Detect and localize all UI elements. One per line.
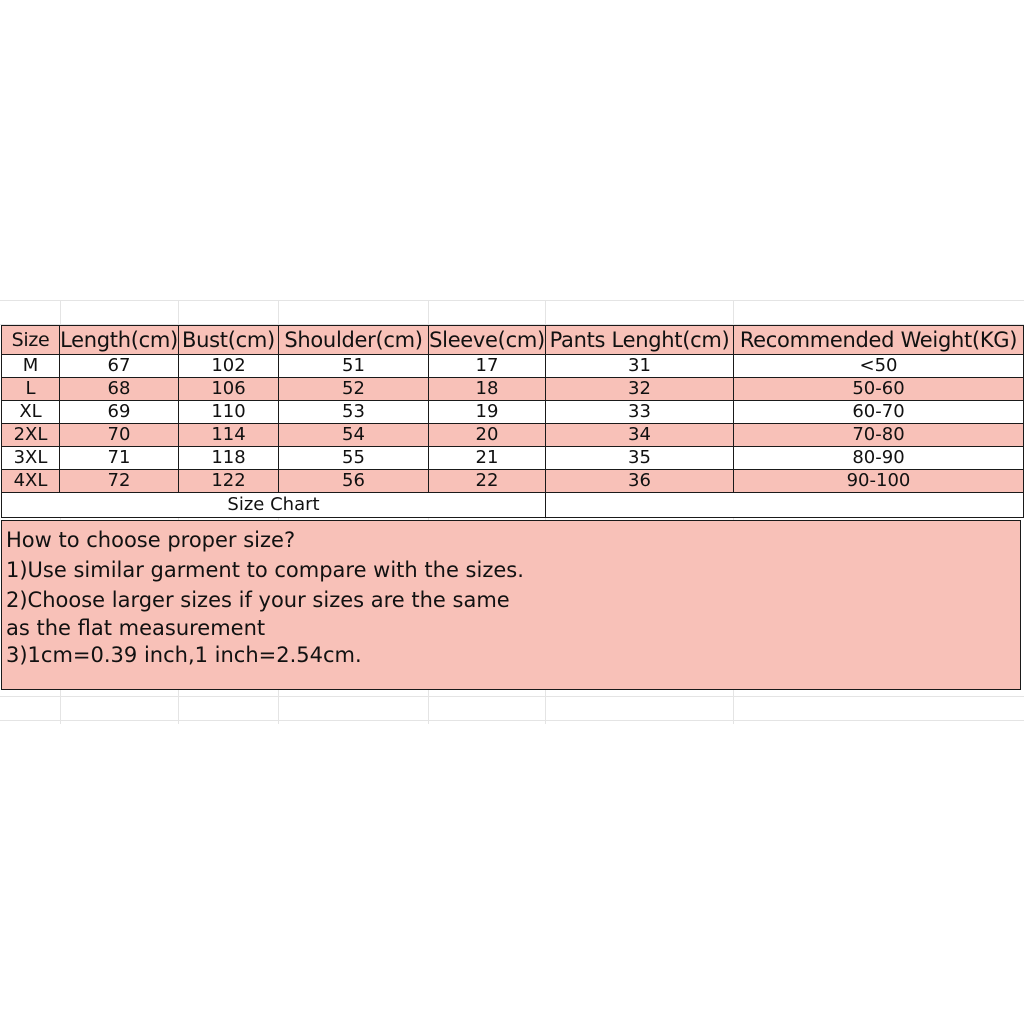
guide-heading: How to choose proper size?	[6, 528, 296, 552]
table-row	[2, 378, 1024, 401]
table-cell: 36	[546, 470, 734, 493]
table-cell: M	[2, 355, 60, 378]
table-row	[2, 355, 1024, 378]
size-chart-table	[1, 325, 1024, 518]
table-cell: 31	[546, 355, 734, 378]
table-cell: 18	[429, 378, 546, 401]
column-header: Length(cm)	[60, 326, 179, 355]
table-cell: 67	[60, 355, 179, 378]
table-cell: 71	[60, 447, 179, 470]
table-cell: 72	[60, 470, 179, 493]
table-cell: 80-90	[734, 447, 1024, 470]
table-cell: 21	[429, 447, 546, 470]
table-cell: 114	[179, 424, 279, 447]
table-cell: 32	[546, 378, 734, 401]
table-row	[2, 401, 1024, 424]
table-cell: 69	[60, 401, 179, 424]
table-cell: 3XL	[2, 447, 60, 470]
column-header: Shoulder(cm)	[279, 326, 429, 355]
table-cell: 17	[429, 355, 546, 378]
table-row	[2, 447, 1024, 470]
column-header: Recommended Weight(KG)	[734, 326, 1024, 355]
caption-row	[2, 493, 1024, 518]
table-cell: 106	[179, 378, 279, 401]
table-cell: 22	[429, 470, 546, 493]
table-cell: <50	[734, 355, 1024, 378]
table-cell: 60-70	[734, 401, 1024, 424]
table-cell: 4XL	[2, 470, 60, 493]
spreadsheet-sheet	[0, 300, 1024, 724]
table-cell: 50-60	[734, 378, 1024, 401]
size-guide-box	[1, 520, 1021, 690]
gridline	[0, 300, 1024, 301]
table-cell: 118	[179, 447, 279, 470]
gridline	[0, 696, 1024, 697]
column-header: Bust(cm)	[179, 326, 279, 355]
table-cell: 20	[429, 424, 546, 447]
size-chart-caption: Size Chart	[2, 493, 546, 518]
table-cell: 102	[179, 355, 279, 378]
table-cell: 53	[279, 401, 429, 424]
guide-line: 1)Use similar garment to compare with the sizes.	[6, 558, 524, 582]
table-row	[2, 424, 1024, 447]
table-row	[2, 470, 1024, 493]
guide-line: as the flat measurement	[6, 616, 266, 640]
table-cell: 56	[279, 470, 429, 493]
table-cell: 55	[279, 447, 429, 470]
column-header: Size	[2, 326, 60, 355]
table-cell: 2XL	[2, 424, 60, 447]
table-cell: 70	[60, 424, 179, 447]
table-cell: 122	[179, 470, 279, 493]
gridline	[0, 720, 1024, 721]
table-cell: 34	[546, 424, 734, 447]
table-cell: 33	[546, 401, 734, 424]
table-cell: 90-100	[734, 470, 1024, 493]
table-cell: 68	[60, 378, 179, 401]
table-cell: XL	[2, 401, 60, 424]
table-cell: 110	[179, 401, 279, 424]
guide-line: 2)Choose larger sizes if your sizes are the same	[6, 588, 510, 612]
table-cell: 70-80	[734, 424, 1024, 447]
table-cell: 19	[429, 401, 546, 424]
table-header-row	[2, 326, 1024, 355]
column-header: Sleeve(cm)	[429, 326, 546, 355]
table-cell: L	[2, 378, 60, 401]
guide-line: 3)1cm=0.39 inch,1 inch=2.54cm.	[6, 643, 362, 667]
table-cell: 35	[546, 447, 734, 470]
column-header: Pants Lenght(cm)	[546, 326, 734, 355]
table-cell: 54	[279, 424, 429, 447]
table-cell: 51	[279, 355, 429, 378]
table-cell: 52	[279, 378, 429, 401]
empty-cell	[546, 493, 1024, 518]
